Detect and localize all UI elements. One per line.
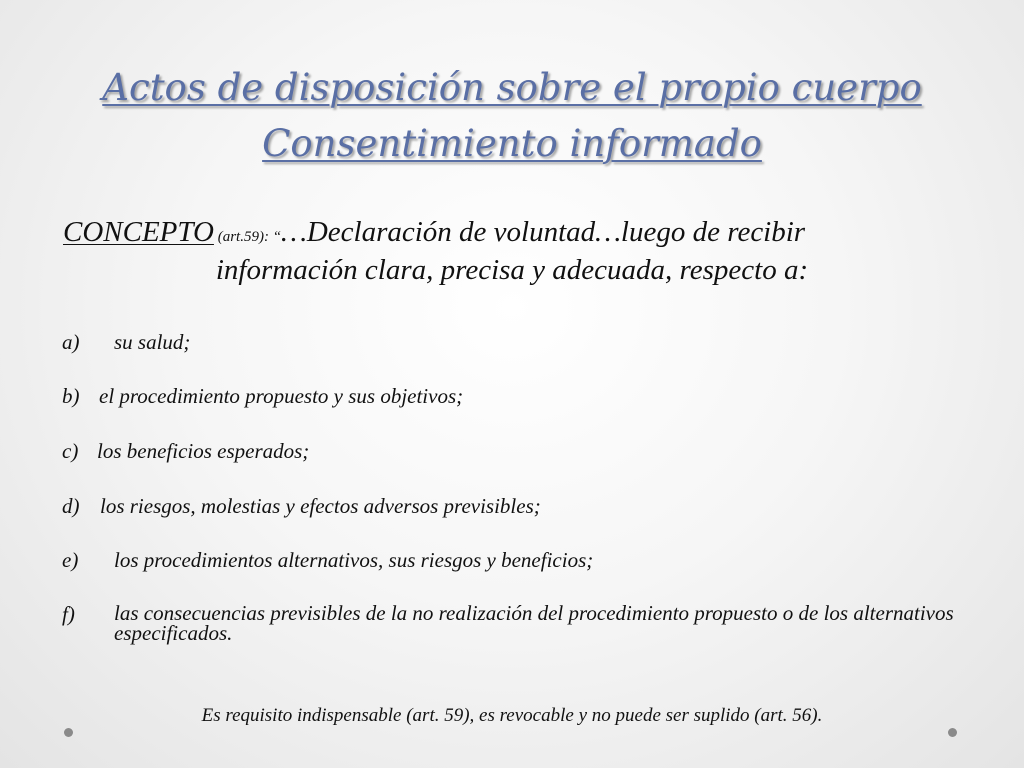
list-item-marker: b): [62, 384, 80, 408]
concept-line-1: [63, 214, 805, 255]
concept-text-line-1: …Declaración de voluntad…luego de recibir: [281, 216, 806, 248]
list-item-text: las consecuencias previsibles de la no realización del procedimiento propuesto o de los alternativos especificados.: [114, 601, 954, 645]
footer-note: Es requisito indispensable (art. 59), es revocable y no puede ser suplido (art. 56).: [201, 705, 823, 726]
list-item-text: el procedimiento propuesto y sus objetivos;: [99, 384, 464, 408]
list-item-marker: d): [62, 494, 80, 518]
list-item-text: los procedimientos alternativos, sus riesgos y beneficios;: [114, 548, 594, 572]
decorative-dot-left: [64, 728, 73, 737]
concept-heading: CONCEPTO: [63, 216, 214, 248]
slide-title-line-1: Actos de disposición sobre el propio cuerpo: [102, 66, 922, 109]
list-item-text: los beneficios esperados;: [97, 439, 310, 463]
slide-title-line-2: Consentimiento informado: [262, 122, 762, 165]
list-item-marker: a): [62, 330, 80, 354]
concept-reference: (art.59): “: [213, 229, 282, 245]
decorative-dot-right: [948, 728, 957, 737]
list-item-marker: e): [62, 548, 79, 572]
concept-text-line-2: información clara, precisa y adecuada, respecto a:: [215, 254, 809, 286]
list-item-marker: f): [62, 602, 75, 626]
list-item-text: su salud;: [114, 330, 191, 354]
list-item-marker: c): [62, 439, 79, 463]
list-item-text: los riesgos, molestias y efectos adversos previsibles;: [100, 494, 541, 518]
